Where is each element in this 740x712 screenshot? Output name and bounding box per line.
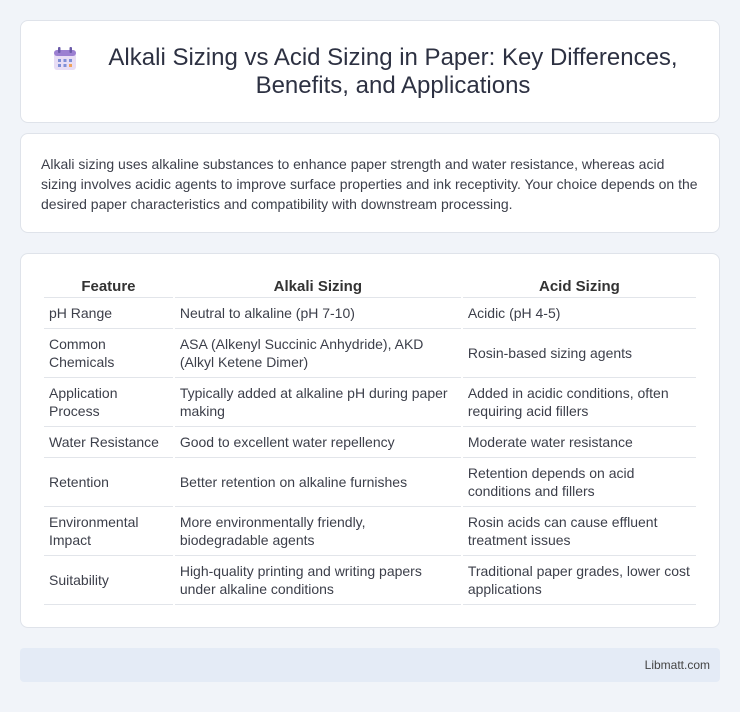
- cell-alkali: Better retention on alkaline furnishes: [175, 458, 461, 507]
- title-wrap: [21, 44, 719, 100]
- header-alkali: Alkali Sizing: [175, 274, 461, 298]
- cell-acid: Acidic (pH 4-5): [463, 298, 696, 329]
- cell-feature: Suitability: [44, 556, 173, 605]
- cell-acid: Rosin-based sizing agents: [463, 329, 696, 378]
- table-header-row: [44, 274, 696, 298]
- cell-feature: Common Chemicals: [44, 329, 173, 378]
- table-row: [44, 556, 696, 605]
- cell-acid: Moderate water resistance: [463, 427, 696, 458]
- cell-alkali: ASA (Alkenyl Succinic Anhydride), AKD (Alkyl Ketene Dimer): [175, 329, 461, 378]
- cell-feature: Application Process: [44, 378, 173, 427]
- header-feature: Feature: [44, 274, 173, 298]
- table-row: [44, 458, 696, 507]
- header-acid: Acid Sizing: [463, 274, 696, 298]
- cell-alkali: High-quality printing and writing papers under alkaline conditions: [175, 556, 461, 605]
- calendar-icon: [51, 45, 79, 73]
- cell-alkali: More environmentally friendly, biodegradable agents: [175, 507, 461, 556]
- table-card: [20, 253, 720, 628]
- cell-acid: Traditional paper grades, lower cost applications: [463, 556, 696, 605]
- comparison-table: [42, 274, 698, 605]
- cell-acid: Added in acidic conditions, often requiring acid fillers: [463, 378, 696, 427]
- cell-acid: Retention depends on acid conditions and fillers: [463, 458, 696, 507]
- cell-feature: Retention: [44, 458, 173, 507]
- title-card: [20, 20, 720, 123]
- page-title: Alkali Sizing vs Acid Sizing in Paper: Key Differences, Benefits, and Applications: [108, 43, 678, 99]
- cell-alkali: Good to excellent water repellency: [175, 427, 461, 458]
- table-row: [44, 329, 696, 378]
- table-row: [44, 427, 696, 458]
- footer: [20, 648, 720, 682]
- table-row: [44, 298, 696, 329]
- table-row: [44, 378, 696, 427]
- intro-paragraph: Alkali sizing uses alkaline substances to enhance paper strength and water resistance, whereas acid sizing involves acidic agents to improve surface properties and ink receptivity. Your choice depends on the desired paper characteristics and compatibility with downstream processing.: [41, 156, 698, 212]
- table-row: [44, 507, 696, 556]
- intro-card: [20, 133, 720, 233]
- cell-acid: Rosin acids can cause effluent treatment issues: [463, 507, 696, 556]
- cell-alkali: Typically added at alkaline pH during paper making: [175, 378, 461, 427]
- cell-alkali: Neutral to alkaline (pH 7-10): [175, 298, 461, 329]
- cell-feature: Environmental Impact: [44, 507, 173, 556]
- footer-site-link[interactable]: Libmatt.com: [644, 658, 710, 672]
- cell-feature: pH Range: [44, 298, 173, 329]
- cell-feature: Water Resistance: [44, 427, 173, 458]
